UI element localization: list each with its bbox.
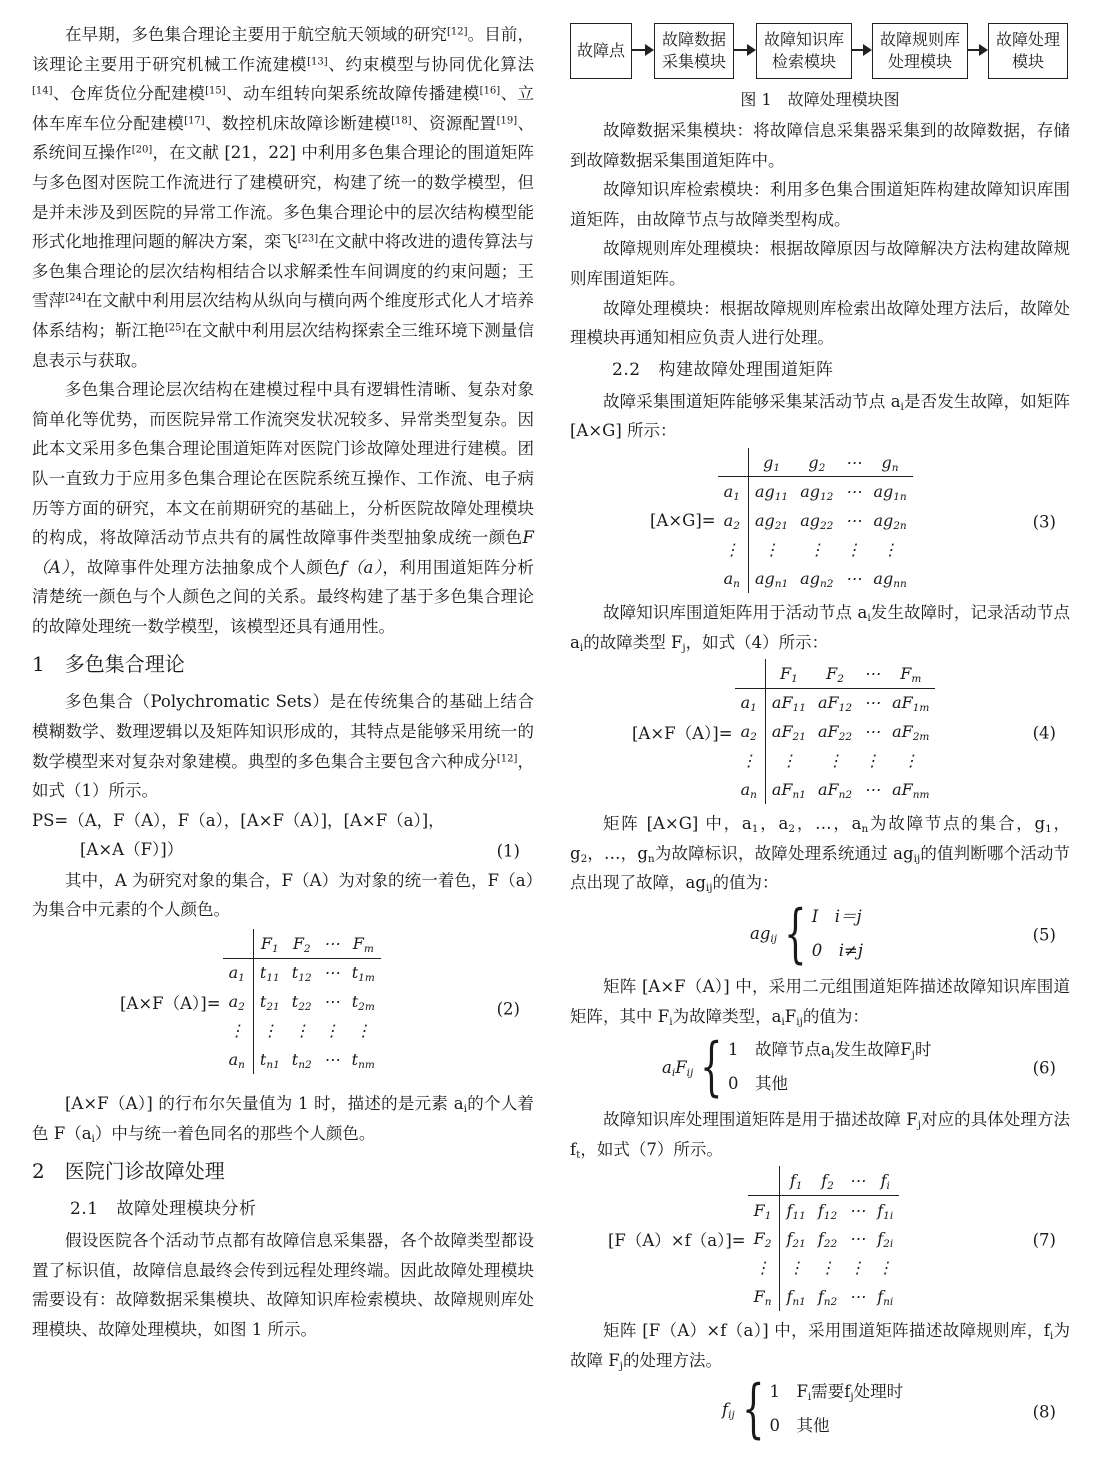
flow-box-fault-point: 故障点 — [570, 23, 632, 79]
binary-matrix-paragraph: 矩阵 [A×F（A）] 中，采用二元组围道矩阵描述故障知识库围道矩阵，其中 $F_i$为故障类型，$a_iF_{ij}$的值为： — [570, 976, 1070, 1028]
equation-3-matrix: $g_1$ $g_2$ ⋯ $g_n$ $a_1$ $ag_{11}$ $ag_{12}$ ⋯ $ag_{1n}$ $a_2$ $ag_{21}$ $ag_{22}$ ⋯ $ag_{2n}$ ⋮ ⋮ ⋮ ⋮ ⋮ $a_n$ $ag_{n1}$ $ag_{n2}$ ⋯ $ag_{nn}$ — [718, 448, 913, 593]
equation-1-line-1: PS=（A，F（A），F（a），[A×F（A）]，[A×F（a）]， — [32, 810, 445, 830]
equation-8-cases — [769, 1375, 903, 1443]
equation-3-lhs: [A×G]= — [650, 510, 716, 530]
equation-8-lhs: $f_{ij}$ — [722, 1399, 735, 1422]
left-column — [32, 20, 534, 1345]
section-2-heading: 2 医院门诊故障处理 — [32, 1159, 225, 1184]
equation-7-number: (7) — [1032, 1230, 1056, 1250]
equation-5-cases — [812, 900, 863, 968]
processing-matrix-paragraph: 故障知识库处理围道矩阵是用于描述故障 $F_j$对应的具体处理方法 $f_t$，如式（7）所示。 — [570, 1110, 1070, 1161]
equation-6-case-2: 0 其他 — [728, 1074, 788, 1094]
subsection-2-2-heading: 2.2 构建故障处理围道矩阵 — [612, 359, 834, 380]
data-collection-paragraph: 故障数据采集模块：将故障信息采集器采集到的故障数据，存储到故障数据采集围道矩阵中。 — [570, 121, 1070, 170]
polychromatic-paragraph: 多色集合（Polychromatic Sets）是在传统集合的基础上结合模糊数学、数理逻辑以及矩阵知识形成的，其特点是能够采用统一的数学模型来对复杂对象建模。典型的多色集合主要包含六种成分[12]，如式（1）所示。 — [32, 692, 535, 801]
set-definition-paragraph: 其中，A 为研究对象的集合，F（A）为对象的统一着色，F（a）为集合中元素的个人颜色。 — [32, 870, 534, 920]
equation-5 — [570, 898, 1070, 972]
section-1-heading: 1 多色集合理论 — [32, 652, 185, 677]
flow-box-knowledge-retrieval: 故障知识库 检索模块 — [756, 23, 852, 79]
flow-arrow-3 — [852, 49, 870, 51]
equation-8-case-1: 1 $F_i$需要$f_j$处理时 — [769, 1382, 904, 1404]
module-analysis-paragraph: 假设医院各个活动节点都有故障信息采集器，各个故障类型都设置了标识值，故障信息最终会传到远程处理终端。因此故障处理模块需要设有：故障数据采集模块、故障知识库检索模块、故障规则库处理模块、故障处理模块，如图 1 所示。 — [32, 1231, 534, 1339]
flow-arrow-2 — [734, 49, 754, 51]
equation-3-number: (3) — [1032, 512, 1056, 532]
equation-4-matrix: $F_1$ $F_2$ ⋯ $F_m$ $a_1$ $aF_{11}$ $aF_{12}$ ⋯ $aF_{1m}$ $a_2$ $aF_{21}$ $aF_{22}$ ⋯ $aF_{2m}$ ⋮ ⋮ ⋮ ⋮ ⋮ $a_n$ $aF_{n1}$ $aF_{n2}$ ⋯ $aF_{nm}$ — [735, 659, 936, 804]
intro-paragraph-1: 在早期，多色集合理论主要用于航空航天领域的研究[12]。目前，该理论主要用于研究机械工作流建模[13]、约束模型与协同优化算法[14]、仓库货位分配建模[15]、动车组转向架系统故障传播建模[16]、立体车库车位分配建模[17]、数控机床故障诊断建模[18]、资源配置[19]、系统间互操作[20]，在文献 [21，22] 中利用多色集合理论的围道矩阵与多色图对医院工作流进行了建模研究，构建了统一的数学模型，但是并未涉及到医院的异常工作流。多色集合理论中的层次结构模型能形式化地推理问题的解决方案，栾飞[23]在文献中将改进的遗传算法与多色集合理论的层次结构相结合以求解柔性车间调度的约束问题；王雪萍[24]在文献中利用层次结构从纵向与横向两个维度形式化人才培养体系结构；靳江艳[25]在文献中利用层次结构探索全三维环境下测量信息表示与获取。 — [32, 25, 535, 370]
equation-6-cases — [728, 1033, 931, 1101]
equation-5-case-2: 0 i≠j — [811, 940, 863, 960]
right-column — [570, 14, 1070, 1449]
equation-4-lhs: [A×F（A）]= — [632, 723, 733, 743]
knowledge-matrix-paragraph: 故障知识库围道矩阵用于活动节点 $a_i$发生故障时，记录活动节点 $a_i$的故障类型 $F_j$，如式（4）所示： — [570, 602, 1070, 654]
rule-matrix-paragraph: 矩阵 [F（A）×f（a）] 中，采用围道矩阵描述故障规则库，$f_i$为故障 $F_j$的处理方法。 — [570, 1321, 1071, 1373]
equation-3 — [570, 446, 1070, 598]
equation-7-lhs: [F（A）×f（a）]= — [608, 1230, 746, 1250]
flow-box-rule-processing: 故障规则库 处理模块 — [872, 23, 968, 79]
ag-description-paragraph: 矩阵 [A×G] 中，$a_1$，$a_2$，…，$a_n$为故障节点的集合，$g_1$，$g_2$，…，$g_n$为故障标识，故障处理系统通过 $ag_{ij}$的值判断哪个活动节点出现了故障，$ag_{ij}$的值为： — [570, 814, 1071, 895]
fault-handling-paragraph: 故障处理模块：根据故障规则库检索出故障处理方法后，故障处理模块再通知相应负责人进行处理。 — [570, 298, 1070, 348]
figure-1-flowchart — [570, 14, 1070, 84]
rule-processing-paragraph: 故障规则库处理模块：根据故障原因与故障解决方法构建故障规则库围道矩阵。 — [570, 239, 1070, 288]
flow-box-fault-handling: 故障处理 模块 — [988, 23, 1068, 79]
figure-1-caption: 图 1 故障处理模块图 — [740, 90, 900, 109]
equation-1 — [32, 806, 534, 866]
equation-1-line-2: [A×A（F）]） — [80, 840, 184, 860]
equation-2-number: (2) — [496, 999, 520, 1019]
intro-paragraph-2: 多色集合理论层次结构在建模过程中具有逻辑性清晰、复杂对象简单化等优势，而医院异常工作流突发状况较多、异常类型复杂。因此本文采用多色集合理论围道矩阵对医院门诊故障处理进行建模。团队一直致力于应用多色集合理论在医院系统互操作、工作流、电子病历等方面的研究，本文在前期研究的基础上，分析医院故障处理模块的构成，将故障活动节点共有的属性故障事件类型抽象成统一颜色F（A），故障事件处理方法抽象成个人颜色f（a），利用围道矩阵分析清楚统一颜色与个人颜色之间的关系。最终构建了基于多色集合理论的故障处理统一数学模型，该模型还具有通用性。 — [32, 380, 535, 636]
knowledge-retrieval-paragraph: 故障知识库检索模块：利用多色集合围道矩阵构建故障知识库围道矩阵，由故障节点与故障类型构成。 — [570, 180, 1070, 229]
boolean-vector-paragraph: [A×F（A）] 的行布尔矢量值为 1 时，描述的是元素 $a_i$的个人着色 $F(a_i)$中与统一着色同名的那些个人颜色。 — [32, 1094, 535, 1145]
equation-7-matrix: $f_1$ $f_2$ ⋯ $f_i$ $F_1$ $f_{11}$ $f_{12}$ ⋯ $f_{1i}$ $F_2$ $f_{21}$ $f_{22}$ ⋯ $f_{2i}$ ⋮ ⋮ ⋮ ⋮ ⋮ $F_n$ $f_{n1}$ $f_{n2}$ ⋯ $f_{ni}$ — [748, 1166, 900, 1311]
equation-8-case-2: 0 其他 — [769, 1416, 830, 1436]
subsection-2-1-heading: 2.1 故障处理模块分析 — [70, 1199, 257, 1220]
equation-5-case-1: I i＝j — [811, 906, 862, 926]
equation-5-brace: { — [784, 896, 807, 971]
equation-4-number: (4) — [1032, 723, 1056, 743]
equation-1-number: (1) — [496, 841, 520, 861]
flow-box-data-collection: 故障数据 采集模块 — [654, 23, 734, 79]
equation-5-lhs: $ag_{ij}$ — [750, 924, 778, 946]
equation-8-number: (8) — [1032, 1402, 1056, 1422]
collection-matrix-paragraph: 故障采集围道矩阵能够采集某活动节点 $a_i$是否发生故障，如矩阵 [A×G] 所示： — [570, 391, 1070, 441]
equation-2 — [32, 929, 534, 1089]
equation-5-number: (5) — [1032, 925, 1056, 945]
equation-6-brace: { — [700, 1030, 723, 1105]
equation-6-number: (6) — [1032, 1058, 1056, 1078]
equation-6 — [570, 1031, 1070, 1105]
equation-2-lhs: [A×F（A）]= — [120, 993, 221, 1013]
equation-8 — [570, 1372, 1070, 1449]
equation-6-lhs: $a_iF_{ij}$ — [662, 1057, 694, 1079]
equation-4 — [570, 657, 1070, 809]
equation-2-matrix: $F_1$ $F_2$ ⋯ $F_m$ $a_1$ $t_{11}$ $t_{12}$ ⋯ $t_{1m}$ $a_2$ $t_{21}$ $t_{22}$ ⋯ $t_{2m}$ ⋮ ⋮ ⋮ ⋮ ⋮ $a_n$ $t_{n1}$ $t_{n2}$ ⋯ $t_{nm}$ — [223, 929, 381, 1074]
equation-7 — [570, 1164, 1070, 1316]
flow-arrow-1 — [632, 49, 652, 51]
equation-6-case-1: 1 故障节点$a_i$发生故障$F_j$时 — [728, 1040, 932, 1062]
flow-arrow-4 — [968, 49, 986, 51]
equation-8-brace: { — [741, 1372, 765, 1447]
